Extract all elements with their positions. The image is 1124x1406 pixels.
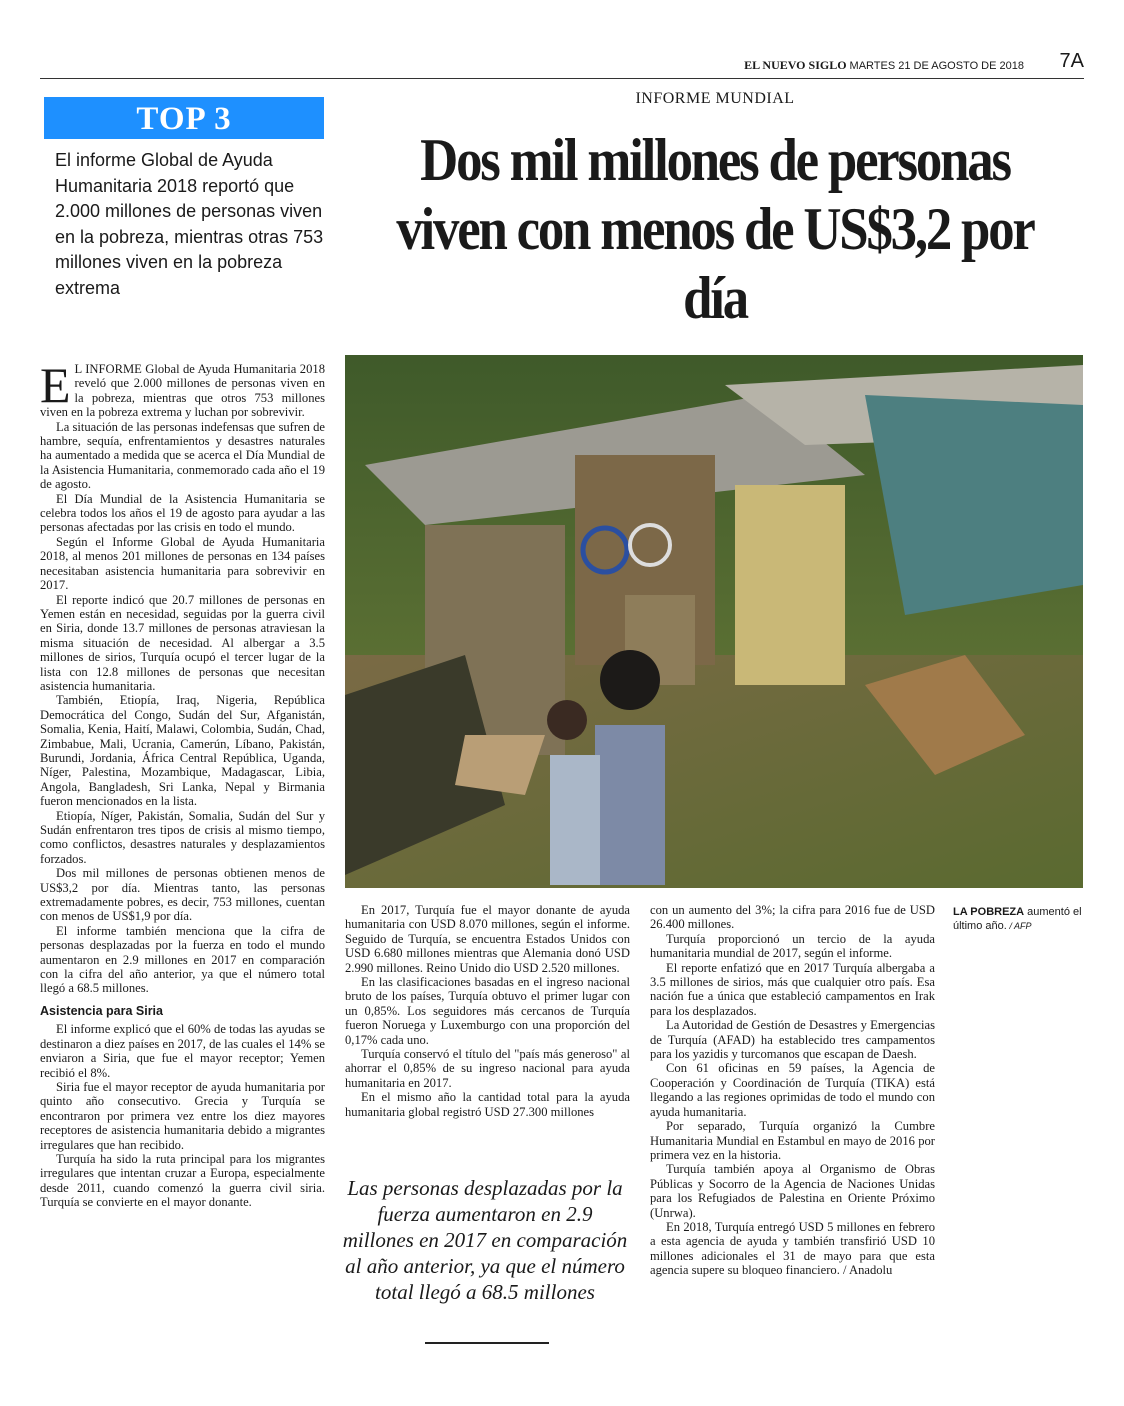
photo-caption <box>953 905 1088 933</box>
paragraph: El reporte enfatizó que en 2017 Turquía albergaba a 3.5 millones de sirios, más que cualquier otro país. Esa nación fue a única que estableció campamentos en Irak para los desplazados. <box>650 960 935 1018</box>
article-column-3 <box>650 903 935 1278</box>
page-header <box>40 48 1084 79</box>
top3-text: El informe Global de Ayuda Humanitaria 2018 reportó que 2.000 millones de personas viven en la pobreza, mientras otras 753 millones viven en la pobreza extrema <box>55 150 324 298</box>
paragraph: En el mismo año la cantidad total para la ayuda humanitaria global registró USD 27.300 millones <box>345 1090 630 1119</box>
slum-photo-illustration <box>345 355 1083 888</box>
paper-name: EL NUEVO SIGLO <box>744 58 847 72</box>
paragraph: Por separado, Turquía organizó la Cumbre Humanitaria Mundial en Estambul en mayo de 2016 por primera vez en la historia. <box>650 1119 935 1162</box>
headline: Dos mil millones de personas viven con menos de US$3,2 por día <box>396 127 1034 331</box>
paragraph: con un aumento del 3%; la cifra para 2016 fue de USD 26.400 millones. <box>650 903 935 932</box>
masthead <box>744 58 1024 73</box>
caption-text: aumentó el último año. <box>953 906 1082 932</box>
paragraph: El reporte indicó que 20.7 millones de personas en Yemen están en necesidad, seguidas por la guerra civil en Siria, donde 13.7 millones de personas atraviesan la misma situación de necesidad. Al albergar a 3.5 millones de sirios, Turquía ocupó el tercer lugar de la lista con 12.8 millones de personas que necesitan asistencia humanitaria. <box>40 592 325 693</box>
paragraph: Turquía también apoya al Organismo de Obras Públicas y Socorro de la Agencia de Naciones Unidas para los Refugiados de Palestina en Oriente Próximo (Unrwa). <box>650 1162 935 1220</box>
paragraph: También, Etiopía, Iraq, Nigeria, República Democrática del Congo, Sudán del Sur, Afganistán, Somalia, Kenia, Haití, Malawi, Colombia, Sudán, Chad, Zimbabue, Mali, Ucrania, Camerún, Líbano, Pakistán, Burundi, Jordania, África Central República, Uganda, Níger, Palestina, Mozambique, Madagascar, Libia, Angola, Bangladesh, Sri Lanka, Nepal y Birmania fueron mencionados en la lista. <box>40 693 325 809</box>
section-subhead: Asistencia para Siria <box>40 1003 163 1018</box>
paragraph: El informe explicó que el 60% de todas las ayudas se destinaron a diez países en 2017, de las cuales el 14% se enviaron a Siria, que fue el mayor receptor; Yemen recibió el 8%. <box>40 1022 325 1080</box>
pull-quote: Las personas desplazadas por la fuerza aumentaron en 2.9 millones en 2017 en comparación al año anterior, ya que el número total llegó a 68.5 millones <box>342 1176 628 1304</box>
article-column-2 <box>345 903 630 1119</box>
caption-lead: LA POBREZA <box>953 906 1025 918</box>
paragraph: Siria fue el mayor receptor de ayuda humanitaria por quinto año consecutivo. Grecia y Turquía se encontraron por primera vez entre los diez mayores receptores de asistencia humanitaria debido a migrantes irregulares que han recibido. <box>40 1079 325 1152</box>
paragraph: En 2018, Turquía entregó USD 5 millones en febrero a esta agencia de ayuda y también transfirió USD 10 millones adicionales el 31 de mayo para que esta agencia supere su bloqueo financiero. / Anadolu <box>650 1219 935 1278</box>
paragraph: En las clasificaciones basadas en el ingreso nacional bruto de los países, Turquía obtuvo el primer lugar con un 0,85%. Los seguidores más cercanos de Turquía fueron Noruega y Luxemburgo con una proporción del 0,17% cada uno. <box>345 975 630 1047</box>
paragraph: En 2017, Turquía fue el mayor donante de ayuda humanitaria con USD 8.070 millones, según el informe. Seguido de Turquía, se encuentra Estados Unidos con USD 6.680 millones mientras que Alemania donó USD 2.990 millones. Reino Unido dio USD 2.520 millones. <box>345 903 630 975</box>
paragraph: L INFORME Global de Ayuda Humanitaria 2018 reveló que 2.000 millones de personas viven en la pobreza, mientras que otros 753 millones viven en la pobreza extrema y luchan por sobrevivir. <box>40 362 325 420</box>
paragraph: Según el Informe Global de Ayuda Humanitaria 2018, al menos 201 millones de personas en 134 países necesitaban asistencia humanitaria para sobrevivir en 2017. <box>40 534 325 593</box>
paragraph: La situación de las personas indefensas que sufren de hambre, sequía, enfrentamientos y desastres naturales ha aumentado a medida que se acerca el Día Mundial de la Asistencia Humanitaria, conmemorado cada año el 19 de agosto. <box>40 419 325 492</box>
pull-quote-rule <box>425 1342 549 1344</box>
paragraph: El informe también menciona que la cifra de personas desplazadas por la fuerza en todo el mundo aumentaron en 2.9 millones en 2017 en comparación con la cifra del año anterior, ya que el número total llegó a 68.5 millones. <box>40 923 325 996</box>
article-column-1 <box>40 357 325 1210</box>
dropcap: E <box>40 357 71 413</box>
paragraph: Turquía conservó el título del "país más generoso" al ahorrar el 0,85% de su ingreso nacional para ayuda humanitaria en 2017. <box>345 1047 630 1090</box>
paragraph: Etiopía, Níger, Pakistán, Somalia, Sudán del Sur y Sudán enfrentaron tres tipos de crisis al mismo tiempo, como conflictos, desastres naturales y desplazamientos forzados. <box>40 808 325 866</box>
paragraph: Turquía ha sido la ruta principal para los migrantes irregulares que intentan cruzar a Europa, especialmente desde 2011, cuando comenzó la guerra civil siria. Turquía se convierte en el mayor donante. <box>40 1151 325 1210</box>
paragraph: La Autoridad de Gestión de Desastres y Emergencias de Turquía (AFAD) ha establecido tres campamentos para los yazidis y turcomanos que escapan de Daesh. <box>650 1018 935 1062</box>
top3-banner: TOP 3 <box>44 97 324 139</box>
paragraph: Turquía proporcionó un tercio de la ayuda humanitaria mundial de 2017, según el informe. <box>650 931 935 961</box>
article-photo <box>345 355 1083 888</box>
kicker: INFORME MUNDIAL <box>635 90 795 107</box>
issue-date: MARTES 21 DE AGOSTO DE 2018 <box>849 60 1024 72</box>
paragraph: Dos mil millones de personas obtienen menos de US$3,2 por día. Mientras tanto, las personas extremadamente pobres, es decir, 753 millones, cuentan con menos de US$1,9 por día. <box>40 866 325 924</box>
page-number: 7A <box>1059 50 1084 72</box>
paragraph: Con 61 oficinas en 59 países, la Agencia de Cooperación y Coordinación de Turquía (TIKA) está llegando a las regiones oprimidas de todo el mundo con ayuda humanitaria. <box>650 1061 935 1119</box>
photo-credit: / AFP <box>1006 921 1032 931</box>
paragraph: El Día Mundial de la Asistencia Humanitaria se celebra todos los años el 19 de agosto para ayudar a las personas afectadas por las crisis en todo el mundo. <box>40 491 325 535</box>
